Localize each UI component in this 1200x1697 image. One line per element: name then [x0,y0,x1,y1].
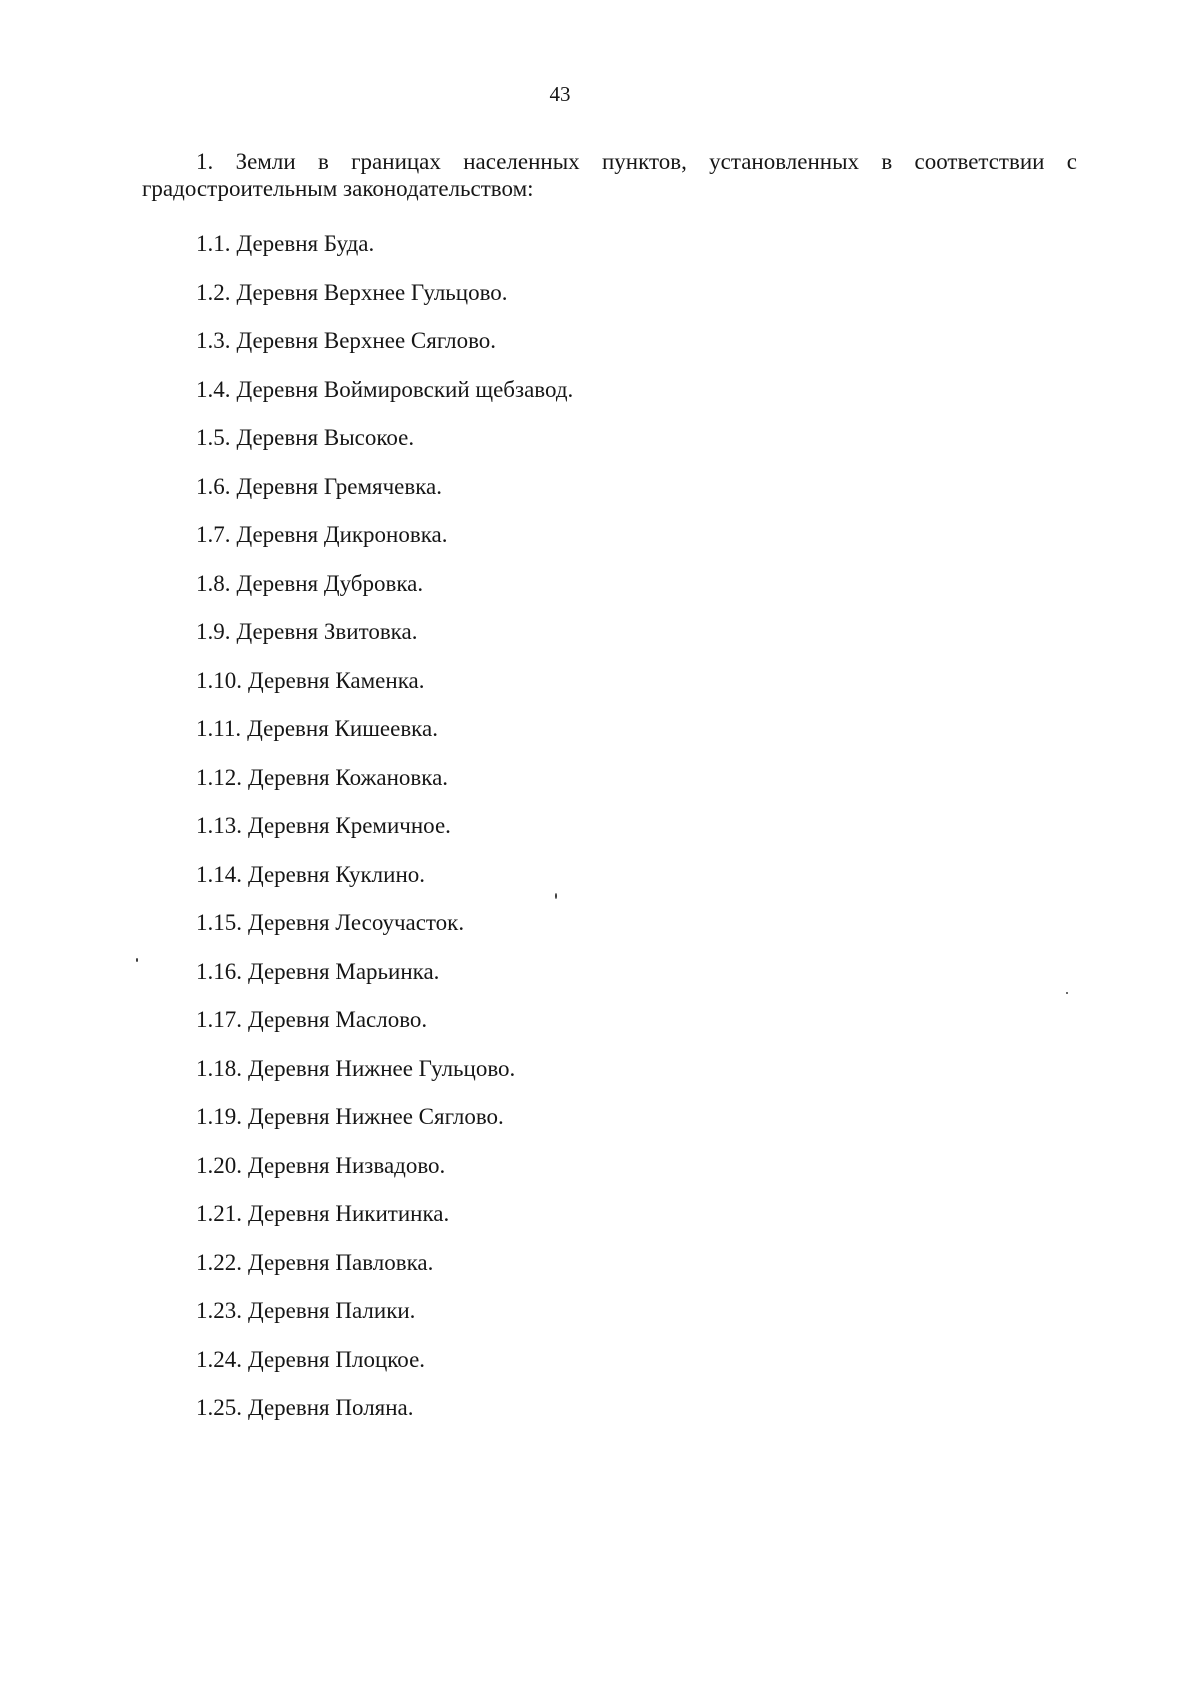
list-item [196,764,573,813]
item-number: 1.24. [196,1346,242,1372]
list-item [196,1200,573,1249]
item-text: Деревня Нижнее Гульцово. [248,1055,516,1081]
list-item [196,1297,573,1346]
item-text: Деревня Кишеевка. [247,716,438,741]
item-text: Деревня Верхнее Сяглово. [236,328,497,353]
item-number: 1.25. [196,1395,242,1420]
page-number: 43 [549,82,571,106]
list-item [196,376,573,425]
list-item [196,1394,573,1443]
item-text: Деревня Марьинка. [248,958,440,984]
list-item [196,279,573,328]
scan-speck [1066,992,1068,994]
item-number: 1.14. [196,861,242,887]
list-item [196,1006,573,1055]
list-item [196,618,573,667]
item-number: 1.5. [196,425,231,450]
list-item [196,521,573,570]
list-item [196,715,573,764]
item-text: Деревня Дикроновка. [236,522,448,547]
item-text: Деревня Каменка. [248,667,425,693]
item-text: Деревня Кремичное. [248,813,451,838]
list-item [196,1152,573,1201]
item-number: 1.21. [196,1201,242,1226]
item-text: Деревня Звитовка. [236,619,418,644]
item-text: Деревня Плоцкое. [248,1346,426,1372]
item-number: 1.3. [196,328,231,353]
item-text: Деревня Верхнее Гульцово. [236,279,508,305]
item-number: 1.7. [196,522,231,547]
item-number: 1.11. [196,716,242,741]
list-item [196,1346,573,1395]
item-number: 1.19. [196,1104,242,1129]
item-number: 1.18. [196,1055,242,1081]
item-text: Деревня Высокое. [236,425,415,450]
list-item [196,1055,573,1104]
item-text: Деревня Никитинка. [248,1201,450,1226]
item-text: Деревня Маслово. [248,1007,428,1032]
list-item [196,861,573,910]
item-text: Деревня Поляна. [248,1395,414,1420]
list-item [196,230,573,279]
item-number: 1.1. [196,231,231,256]
item-number: 1.16. [196,958,242,984]
list-item [196,1103,573,1152]
item-number: 1.23. [196,1298,242,1323]
scan-speck [136,958,138,962]
list-item [196,812,573,861]
item-text: Деревня Лесоучасток. [248,910,465,935]
list-item [196,473,573,522]
item-text: Деревня Низвадово. [248,1152,446,1178]
item-number: 1.12. [196,764,242,790]
item-number: 1.22. [196,1249,242,1275]
item-text: Деревня Кожановка. [248,764,449,790]
item-number: 1.8. [196,570,231,596]
item-number: 1.9. [196,619,231,644]
item-number: 1.10. [196,667,242,693]
item-number: 1.4. [196,376,231,402]
item-number: 1.2. [196,279,231,305]
item-text: Деревня Нижнее Сяглово. [248,1104,504,1129]
item-number: 1.17. [196,1007,242,1032]
list-item [196,570,573,619]
list-item [196,1249,573,1298]
list-item [196,667,573,716]
item-text: Деревня Палики. [248,1298,416,1323]
list-item [196,909,573,958]
intro-paragraph: 1. Земли в границах населенных пунктов, установленных в соответствии с градостроительным законодательством: [142,149,1077,201]
item-text: Деревня Воймировский щебзавод. [236,376,574,402]
item-number: 1.20. [196,1152,242,1178]
list-item [196,958,573,1007]
list-item [196,327,573,376]
item-number: 1.15. [196,910,242,935]
item-text: Деревня Павловка. [248,1249,434,1275]
item-text: Деревня Буда. [236,231,375,256]
scan-speck [555,893,557,899]
item-text: Деревня Гремячевка. [236,473,442,499]
item-text: Деревня Куклино. [248,861,426,887]
settlement-list [196,230,573,1443]
list-item [196,424,573,473]
item-number: 1.13. [196,813,242,838]
item-text: Деревня Дубровка. [236,570,424,596]
item-number: 1.6. [196,473,231,499]
